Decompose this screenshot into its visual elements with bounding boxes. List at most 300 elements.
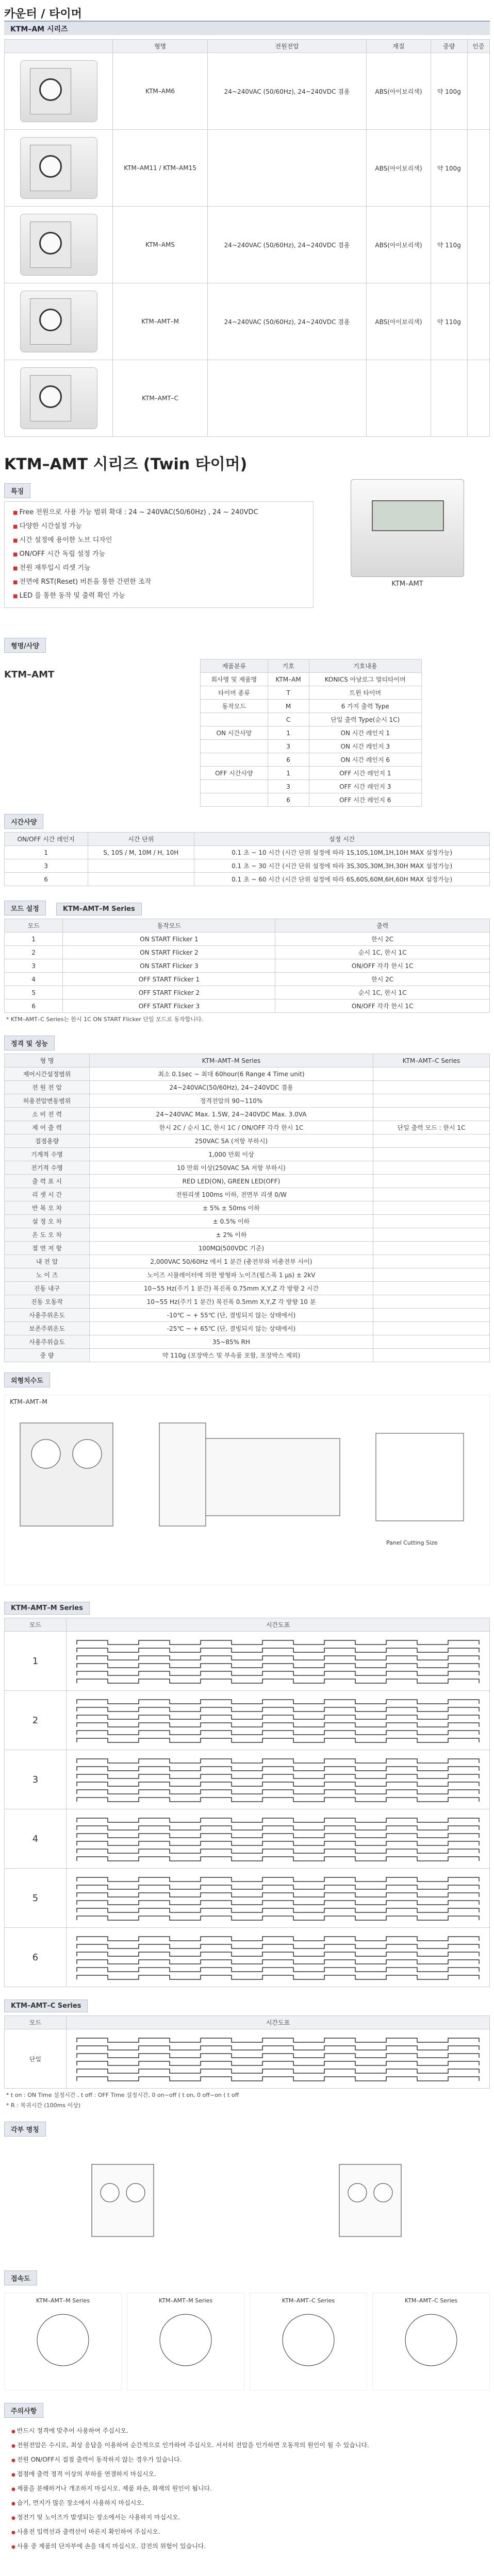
cell-material: ABS(아이보리색) <box>367 130 431 207</box>
table-header: 모드 <box>5 919 63 933</box>
list-item: ● 반드시 정격에 맞추어 사용하여 주십시오. <box>4 2424 490 2438</box>
table-row <box>5 1309 490 1322</box>
table-cell: 접점용량 <box>5 1134 90 1148</box>
timing-cell <box>67 1928 490 1987</box>
table-cell: 반 복 오 차 <box>5 1201 90 1215</box>
list-item: ● 전원전압은 수시로, 최상 응답을 이용하여 순간적으로 인가하여 주십시오. 서서히 전압을 인가하면 오동작의 원인이 될 수 있습니다. <box>4 2438 490 2453</box>
section-ktm-am: KTM–AM 시리즈 <box>4 21 490 35</box>
table-row <box>5 1121 490 1134</box>
table-cell: OFF 시간 레인지 6 <box>309 793 421 807</box>
features-heading: 특징 <box>4 483 30 498</box>
table-cell <box>201 713 268 726</box>
table-cell <box>373 1255 489 1268</box>
ordering-table <box>200 659 422 807</box>
table-row <box>5 1081 490 1094</box>
table-cell <box>373 1295 489 1309</box>
table-cell <box>373 1322 489 1335</box>
list-item: ● 전원 ON/OFF시 접점 출력이 동작하지 않는 경우가 있습니다. <box>4 2453 490 2467</box>
table-row <box>201 753 422 767</box>
table-cell: 3 <box>268 780 309 793</box>
timing-wave <box>70 1694 486 1746</box>
cell-voltage <box>208 360 367 437</box>
table-cell: 전 원 전 압 <box>5 1081 90 1094</box>
ordering-code: KTM–AMT <box>4 669 55 680</box>
table-cell: 기호 <box>268 659 309 673</box>
caution-heading: 주의사항 <box>4 2403 43 2418</box>
cell-model: KTM–AMS <box>113 207 208 283</box>
table-row <box>5 1349 490 1362</box>
table-cell: 1 <box>5 846 88 859</box>
table-row <box>201 713 422 726</box>
wiring-diagrams <box>4 2293 490 2391</box>
table-cell: 제품분류 <box>201 659 268 673</box>
table-cell: 4 <box>5 973 63 986</box>
table-row <box>201 686 422 700</box>
table-row <box>5 946 490 959</box>
ordering-block <box>4 659 490 807</box>
table-header: 형 명 <box>5 1054 90 1067</box>
product-table <box>4 39 490 437</box>
cell-model: KTM–AMT–C <box>113 360 208 437</box>
list-item: ● 정전기 및 노이즈가 발생되는 장소에서는 사용하지 마십시오. <box>4 2511 490 2525</box>
table-cell: 1 <box>268 726 309 740</box>
table-cell <box>373 1335 489 1349</box>
table-cell: ON 시간 레인지 1 <box>309 726 421 740</box>
table-header: 모드 <box>5 2016 67 2029</box>
table-row <box>5 2016 490 2029</box>
cell-voltage <box>208 130 367 207</box>
cell-weight: 약 100g <box>431 130 467 207</box>
table-cell: 한시 2C <box>275 933 490 946</box>
cell-material: ABS(아이보리색) <box>367 283 431 360</box>
table-row <box>5 1618 490 1632</box>
table-cell: 전원리셋 100ms 이하, 전면부 리셋 0/W <box>90 1188 373 1201</box>
table-row <box>5 1869 490 1928</box>
table-cell: 단일 출력 모드 : 한시 1C <box>373 1121 489 1134</box>
table-cell: -25℃ ~ + 65℃ (단, 결빙되지 않는 상태에서) <box>90 1322 373 1335</box>
table-cell <box>201 740 268 753</box>
table-row <box>5 873 490 886</box>
cell-material <box>367 360 431 437</box>
table-row <box>201 793 422 807</box>
table-row <box>5 999 490 1013</box>
table-row <box>201 780 422 793</box>
table-row <box>5 1268 490 1282</box>
mode-table <box>4 919 490 1013</box>
table-cell: -10℃ ~ + 55℃ (단, 결빙되지 않는 상태에서) <box>90 1309 373 1322</box>
table-cell: S, 10S / M, 10M / H, 10H <box>88 846 194 859</box>
table-row <box>5 1067 490 1081</box>
table-cell: 순시 1C, 한시 1C <box>275 986 490 999</box>
table-cell: OFF START Flicker 2 <box>63 986 275 999</box>
table-header: ON/OFF 시간 레인지 <box>5 833 88 846</box>
table-cell: 리 셋 시 간 <box>5 1188 90 1201</box>
table-cell <box>373 1282 489 1295</box>
table-cell: OFF 시간 레인지 1 <box>309 767 421 780</box>
table-row <box>201 659 422 673</box>
timing-wave <box>70 2033 486 2084</box>
table-row <box>5 1691 490 1750</box>
wiring-label: KTM–AMT–C Series <box>404 2297 458 2304</box>
rating-heading: 정격 및 성능 <box>4 1036 55 1050</box>
list-item: ● 습기, 먼지가 많은 장소에서 사용하지 마십시오. <box>4 2496 490 2511</box>
table-row <box>5 859 490 873</box>
col-voltage: 전원전압 <box>208 40 367 53</box>
table-cell: T <box>268 686 309 700</box>
table-cell: 10~55 Hz(주기 1 분간) 복진폭 0.5mm X,Y,Z 각 방향 10 분 <box>90 1295 373 1309</box>
table-cell: 5 <box>5 986 63 999</box>
table-cell: RED LED(ON), GREEN LED(OFF) <box>90 1175 373 1188</box>
table-cell: 250VAC 5A (저항 부하시) <box>90 1134 373 1148</box>
mode-number: 단일 <box>5 2029 67 2089</box>
table-cell: 1 <box>5 933 63 946</box>
table-header: 동작모드 <box>63 919 275 933</box>
dimension-diagram <box>4 1395 490 1585</box>
list-item: ■ ON/OFF 시간 독립 설정 가능 <box>13 548 305 562</box>
table-cell: 0.1 초 ~ 10 시간 (시간 단위 설정에 따라 1S,10S,10M,1H,10H MAX 설정가능) <box>194 846 490 859</box>
table-cell <box>373 1242 489 1255</box>
table-cell <box>373 1094 489 1108</box>
table-cell: ON 시간 레인지 6 <box>309 753 421 767</box>
table-row <box>5 846 490 859</box>
wiring-diagram <box>372 2293 490 2391</box>
table-cell <box>373 1349 489 1362</box>
wiring-socket <box>147 2304 224 2376</box>
timing-cell <box>67 1632 490 1691</box>
table-cell <box>373 1108 489 1121</box>
parts-drawing-m <box>4 2144 241 2257</box>
table-row <box>5 53 490 130</box>
wiring-socket <box>270 2304 347 2376</box>
timing-wave <box>70 1754 486 1805</box>
product-image <box>5 207 113 283</box>
table-row <box>5 1809 490 1869</box>
page-title: 카운터 / 타이머 <box>4 8 82 21</box>
table-cell: 최소 0.1sec ~ 최대 60hour(6 Range 4 Time unit) <box>90 1067 373 1081</box>
table-row <box>5 130 490 207</box>
table-cell: 설 정 오 차 <box>5 1215 90 1228</box>
table-row <box>5 1335 490 1349</box>
wiring-diagram <box>127 2293 244 2391</box>
panel-cut-label: Panel Cutting Size <box>386 1539 438 1546</box>
table-cell: 24~240VAC Max. 1.5W, 24~240VDC Max. 3.0VA <box>90 1108 373 1121</box>
col-weight: 중량 <box>431 40 467 53</box>
table-cell: ON/OFF 각각 한시 1C <box>275 999 490 1013</box>
table-cell: 동작모드 <box>201 700 268 713</box>
table-row <box>5 207 490 283</box>
table-header: 시간도표 <box>67 1618 490 1632</box>
table-cell <box>373 1228 489 1242</box>
dim-model-label: KTM–AMT–M <box>10 1398 47 1405</box>
table-cell <box>201 780 268 793</box>
ordering-heading: 형명/사양 <box>4 638 46 653</box>
product-image <box>5 283 113 360</box>
features-list <box>4 501 314 608</box>
table-cell: 6 가지 출력 Type <box>309 700 421 713</box>
timing-wave <box>70 1813 486 1865</box>
table-cell: 한시 2C <box>275 973 490 986</box>
table-header: 시간도표 <box>67 2016 490 2029</box>
table-cell: 1,000 만회 이상 <box>90 1148 373 1161</box>
timing-cell <box>67 1809 490 1869</box>
list-item: ■ 전면에 RST(Reset) 버튼을 통한 간편한 조작 <box>13 575 305 589</box>
table-cell: ON START Flicker 2 <box>63 946 275 959</box>
dimensions-heading: 외형치수도 <box>4 1372 50 1387</box>
list-item: ■ 전원 재투입시 리셋 기능 <box>13 562 305 575</box>
table-cell: ± 2% 이하 <box>90 1228 373 1242</box>
time-spec-heading: 시간사양 <box>4 814 43 829</box>
table-row <box>5 1094 490 1108</box>
timing-wave <box>70 1635 486 1687</box>
table-cell <box>373 1175 489 1188</box>
mode-number: 6 <box>5 1928 67 1987</box>
table-cell: 0.1 초 ~ 60 시간 (시간 단위 설정에 따라 6S,60S,60M,6H,60H MAX 설정가능) <box>194 873 490 886</box>
table-cell: OFF 시간사양 <box>201 767 268 780</box>
timing-cell <box>67 1750 490 1809</box>
table-cell <box>201 753 268 767</box>
table-cell: 사용주위온도 <box>5 1309 90 1322</box>
table-cell: 노 이 즈 <box>5 1268 90 1282</box>
timing-chart-m <box>4 1618 490 1987</box>
table-cell: C <box>268 713 309 726</box>
cell-model: KTM–AM11 / KTM–AM15 <box>113 130 208 207</box>
table-row <box>5 1188 490 1201</box>
parts-drawing-c <box>252 2144 489 2257</box>
table-row <box>5 919 490 933</box>
table-cell <box>373 1081 489 1094</box>
table-cell <box>373 1161 489 1175</box>
product-table-header <box>5 40 490 53</box>
wiring-label: KTM–AMT–M Series <box>158 2297 213 2304</box>
table-cell: 2 <box>5 946 63 959</box>
list-item: ■ LED 를 통한 동작 및 출력 확인 가능 <box>13 589 305 603</box>
tc-m-heading: KTM–AMT–M Series <box>4 1602 90 1615</box>
parts-heading: 각부 명칭 <box>4 2122 46 2137</box>
table-cell: ± 0.5% 이하 <box>90 1215 373 1228</box>
cell-voltage: 24~240VAC (50/60Hz), 24~240VDC 겸용 <box>208 207 367 283</box>
table-cell: 약 110g (포장박스 및 부속품 포함, 포장박스 제외) <box>90 1349 373 1362</box>
table-header: KTM–AMT–C Series <box>373 1054 489 1067</box>
tc-note: * t on : ON Time 설정시간 , t off : OFF Time 설정시간, 0 on~off ( t on, 0 off~on ( t off <box>6 2092 239 2098</box>
table-row <box>5 2029 490 2089</box>
dimension-drawing <box>5 1408 489 1583</box>
table-row <box>201 740 422 753</box>
amt-caption: KTM–AMT <box>391 580 423 588</box>
product-image <box>5 53 113 130</box>
table-cell: 35~85% RH <box>90 1335 373 1349</box>
table-header: 시간 단위 <box>88 833 194 846</box>
cell-material: ABS(아이보리색) <box>367 53 431 130</box>
list-item: ■ 다양한 시간설정 가능 <box>13 520 305 534</box>
table-cell <box>373 1134 489 1148</box>
cell-model: KTM–AMT–M <box>113 283 208 360</box>
wiring-socket <box>24 2304 102 2376</box>
table-row <box>5 833 490 846</box>
cell-cert <box>467 360 489 437</box>
table-cell: M <box>268 700 309 713</box>
wiring-heading: 접속도 <box>4 2270 37 2285</box>
table-header: 설정 시간 <box>194 833 490 846</box>
table-cell: 진동 오동작 <box>5 1295 90 1309</box>
cell-material: ABS(아이보리색) <box>367 207 431 283</box>
table-cell: 6 <box>268 793 309 807</box>
table-cell: 제 어 출 력 <box>5 1121 90 1134</box>
tc-c-heading: KTM–AMT–C Series <box>4 1999 88 2012</box>
cell-cert <box>467 283 489 360</box>
table-cell: 진동 내구 <box>5 1282 90 1295</box>
table-cell: 노이즈 시뮬레이터에 의한 방형파 노이즈(펄스폭 1 μs) ± 2kV <box>90 1268 373 1282</box>
table-row <box>201 673 422 686</box>
table-row <box>5 1242 490 1255</box>
table-cell: 온 도 오 차 <box>5 1228 90 1242</box>
table-row <box>201 700 422 713</box>
table-row <box>5 1215 490 1228</box>
list-item: ● 사용전 입력선과 출력선이 바른지 확인하여 주십시오. <box>4 2525 490 2539</box>
table-header: 출력 <box>275 919 490 933</box>
table-row <box>5 360 490 437</box>
cell-cert <box>467 53 489 130</box>
page-header <box>0 0 494 21</box>
table-cell: 0.1 초 ~ 30 시간 (시간 단위 설정에 따라 3S,30S,30M,3H,30H MAX 설정가능) <box>194 859 490 873</box>
table-cell: 기호내용 <box>309 659 421 673</box>
tc-note2: * R : 복귀시간 (100ms 이상) <box>6 2102 81 2109</box>
timing-cell <box>67 1869 490 1928</box>
table-cell: KONICS 아날로그 멀티타이머 <box>309 673 421 686</box>
table-cell: 10 만회 이상(250VAC 5A 저항 부하시) <box>90 1161 373 1175</box>
table-cell: 6 <box>5 873 88 886</box>
table-cell: 허용전압변동범위 <box>5 1094 90 1108</box>
table-row <box>201 726 422 740</box>
timing-cell <box>67 1691 490 1750</box>
cell-voltage: 24~240VAC (50/60Hz), 24~240VDC 겸용 <box>208 283 367 360</box>
table-cell: 24~240VAC(50/60Hz), 24~240VDC 겸용 <box>90 1081 373 1094</box>
table-row <box>5 1282 490 1295</box>
table-cell: ON START Flicker 1 <box>63 933 275 946</box>
table-cell: 제어시간설정범위 <box>5 1067 90 1081</box>
table-cell: 사용주위습도 <box>5 1335 90 1349</box>
timing-wave <box>70 1872 486 1924</box>
table-cell <box>373 1201 489 1215</box>
table-cell <box>201 793 268 807</box>
wiring-socket <box>392 2304 470 2376</box>
table-cell: 보존주위온도 <box>5 1322 90 1335</box>
table-cell: 출 력 표 시 <box>5 1175 90 1188</box>
table-cell <box>373 1148 489 1161</box>
mode-series-label: KTM–AMT–M Series <box>56 903 142 916</box>
caution-list <box>4 2424 490 2554</box>
table-row <box>5 1750 490 1809</box>
table-cell: ON 시간사양 <box>201 726 268 740</box>
wiring-label: KTM–AMT–C Series <box>282 2297 335 2304</box>
table-row <box>201 767 422 780</box>
mode-number: 2 <box>5 1691 67 1750</box>
col-image <box>5 40 113 53</box>
table-row <box>5 1148 490 1161</box>
parts-diagram <box>4 2144 490 2262</box>
cell-weight <box>431 360 467 437</box>
rating-table <box>4 1054 490 1362</box>
table-cell <box>88 859 194 873</box>
table-row <box>5 1295 490 1309</box>
table-cell <box>373 1309 489 1322</box>
cell-cert <box>467 130 489 207</box>
table-cell: 절 연 저 항 <box>5 1242 90 1255</box>
table-cell: 단일 출력 Type(순시 1C) <box>309 713 421 726</box>
list-item: ● 접점에 출력 정격 이상의 부하를 연결하지 마십시오. <box>4 2467 490 2482</box>
col-model: 형명 <box>113 40 208 53</box>
timing-wave <box>70 1931 486 1983</box>
table-cell: 3 <box>5 959 63 973</box>
table-row <box>5 973 490 986</box>
cell-weight: 약 100g <box>431 53 467 130</box>
list-item: ■ 시간 설정에 용이한 노브 디자인 <box>13 534 305 548</box>
table-cell: 3 <box>5 859 88 873</box>
table-row <box>5 1108 490 1121</box>
table-cell: ± 5% ± 50ms 이하 <box>90 1201 373 1215</box>
table-cell <box>373 1268 489 1282</box>
table-cell: ON START Flicker 3 <box>63 959 275 973</box>
table-cell: 10~55 Hz(주기 1 분간) 복진폭 0.75mm X,Y,Z 각 방향 2 시간 <box>90 1282 373 1295</box>
table-cell <box>373 1188 489 1201</box>
table-cell: 트윈 타이머 <box>309 686 421 700</box>
cell-model: KTM–AM6 <box>113 53 208 130</box>
list-item: ● 제품을 분해하거나 개조하지 마십시오. 제품 파손, 화재의 원인이 됩니다. <box>4 2482 490 2496</box>
col-material: 재질 <box>367 40 431 53</box>
table-cell: 기계적 수명 <box>5 1148 90 1161</box>
table-cell: 소 비 전 력 <box>5 1108 90 1121</box>
mode-note: * KTM–AMT–C Series는 한시 1C ON START Flicker 단일 모드로 동작합니다. <box>6 1016 204 1023</box>
mode-number: 3 <box>5 1750 67 1809</box>
cell-cert <box>467 207 489 283</box>
table-cell: 6 <box>5 999 63 1013</box>
table-row <box>5 986 490 999</box>
table-cell: OFF START Flicker 1 <box>63 973 275 986</box>
table-cell: 3 <box>268 740 309 753</box>
table-row <box>5 283 490 360</box>
product-image <box>5 360 113 437</box>
product-image <box>5 130 113 207</box>
table-cell: 정격전압의 90~110% <box>90 1094 373 1108</box>
mode-heading: 모드 설정 <box>4 901 46 916</box>
table-cell: 1 <box>268 767 309 780</box>
timing-cell <box>67 2029 490 2089</box>
table-cell: 100MΩ(500VDC 기준) <box>90 1242 373 1255</box>
table-row <box>5 1134 490 1148</box>
table-row <box>5 1322 490 1335</box>
table-cell: 2,000VAC 50/60Hz 에서 1 분간 (충전부와 비충전부 사이) <box>90 1255 373 1268</box>
table-cell: OFF START Flicker 3 <box>63 999 275 1013</box>
table-cell: OFF 시간 레인지 3 <box>309 780 421 793</box>
table-row <box>5 1201 490 1215</box>
table-row <box>5 1054 490 1067</box>
timing-chart-c <box>4 2015 490 2089</box>
table-header: 모드 <box>5 1618 67 1632</box>
table-cell: 순시 1C, 한시 1C <box>275 946 490 959</box>
list-item: ● 사용 중 제품의 단자부에 손을 대지 마십시오. 감전의 위험이 있습니다. <box>4 2539 490 2554</box>
table-cell <box>373 1067 489 1081</box>
table-cell: KTM–AM <box>268 673 309 686</box>
mode-number: 4 <box>5 1809 67 1869</box>
table-cell: ON/OFF 각각 한시 1C <box>275 959 490 973</box>
col-cert: 인증 <box>467 40 489 53</box>
table-row <box>5 1632 490 1691</box>
table-cell: 6 <box>268 753 309 767</box>
cell-weight: 약 110g <box>431 283 467 360</box>
table-row <box>5 959 490 973</box>
table-cell: 중 량 <box>5 1349 90 1362</box>
cell-weight: 약 110g <box>431 207 467 283</box>
wiring-diagram <box>4 2293 122 2391</box>
